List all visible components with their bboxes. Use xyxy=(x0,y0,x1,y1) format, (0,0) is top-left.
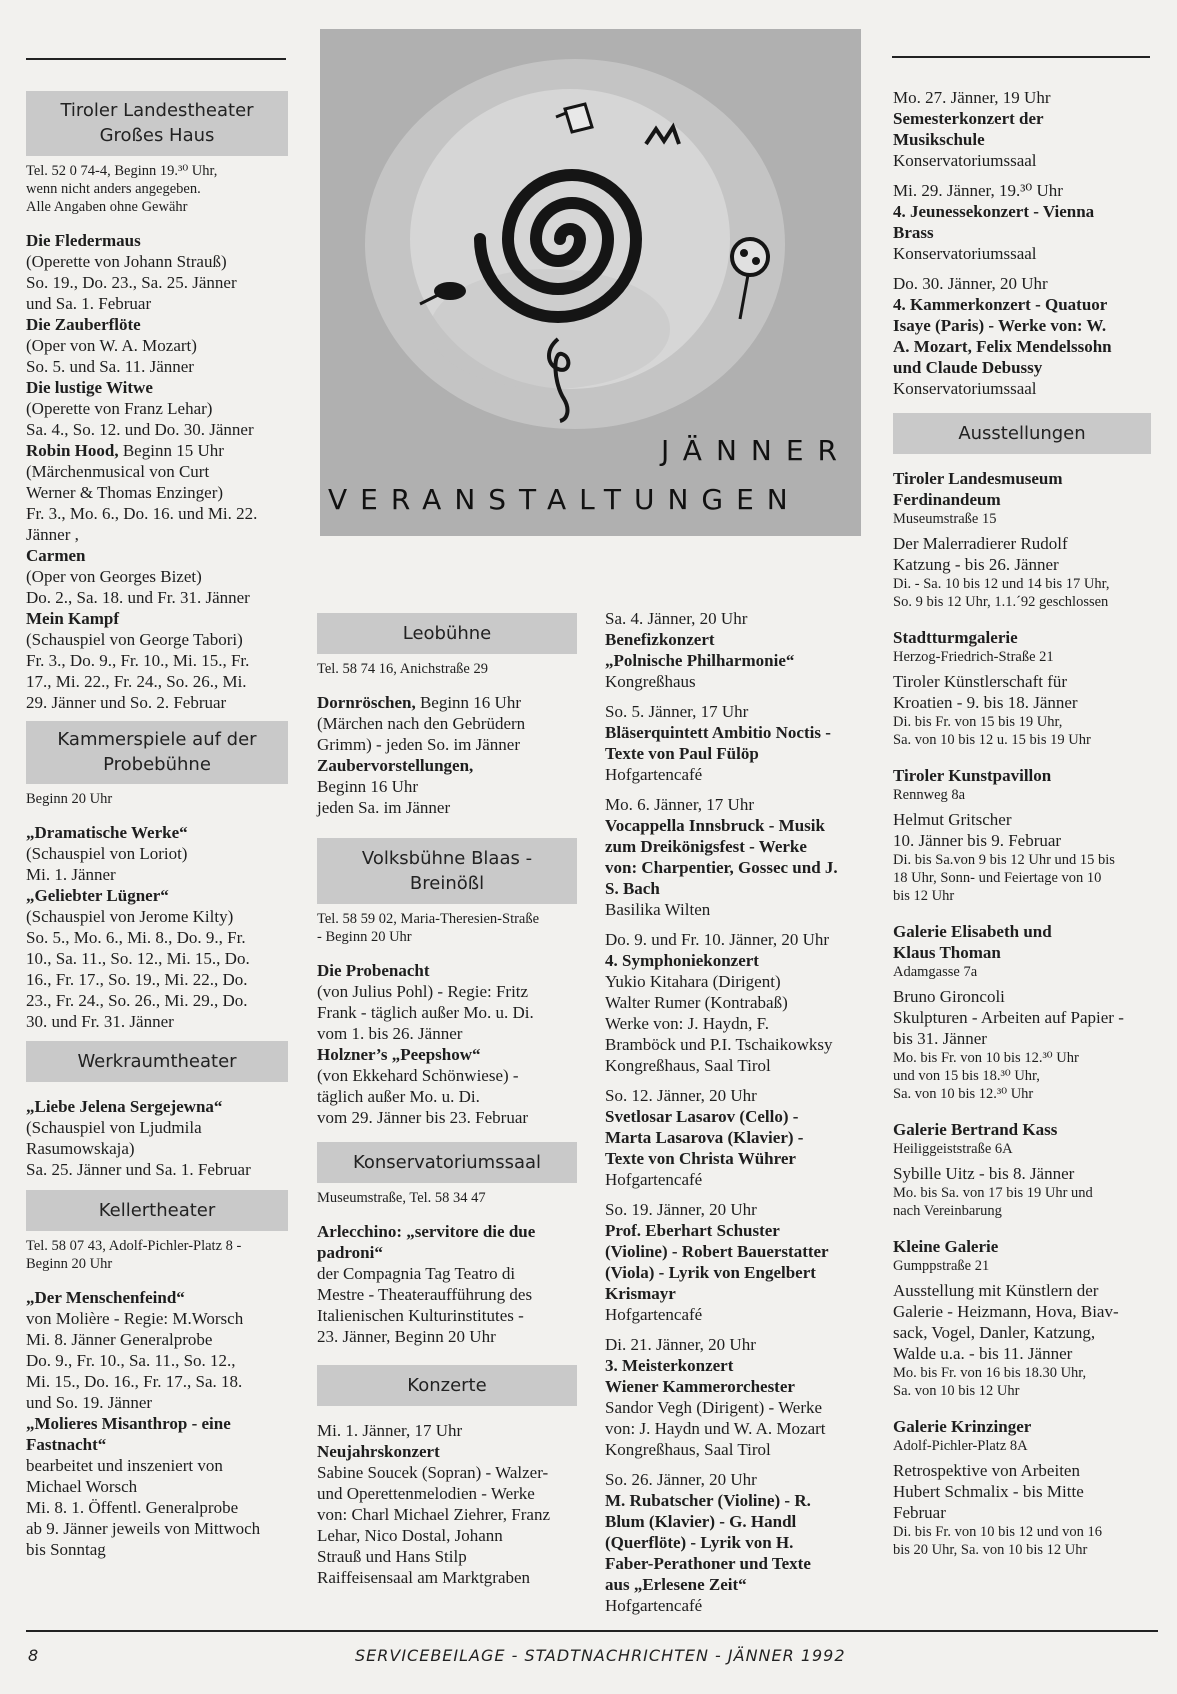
event-entry xyxy=(26,1096,288,1180)
info-line: Tel. 58 74 16, Anichstraße 29 xyxy=(317,661,488,677)
top-rule-left xyxy=(26,58,286,60)
event-title xyxy=(26,1287,288,1308)
concert-title: 4. Kammerkonzert - Quatuor xyxy=(893,295,1108,314)
exhibit-line: Tiroler Künstlerschaft für xyxy=(893,672,1068,691)
exhibit-hours: Mo. bis Sa. von 17 bis 19 Uhr und xyxy=(893,1185,1093,1201)
exhibit-entry xyxy=(893,921,1151,1103)
concert-line: Konservatoriumssaal xyxy=(893,244,1037,263)
event-title xyxy=(317,1221,577,1242)
event-line: So. 5., Mo. 6., Mi. 8., Do. 9., Fr. xyxy=(26,928,246,947)
concert-title: (Querflöte) - Lyrik von H. xyxy=(605,1533,794,1552)
column-3 xyxy=(605,608,873,1616)
event-title-text: Die Zauberflöte xyxy=(26,315,141,334)
concert-title: Musikschule xyxy=(893,130,985,149)
concert-line: Konservatoriumssaal xyxy=(893,151,1037,170)
concert-line: Kongreßhaus xyxy=(605,672,696,691)
event-entry xyxy=(26,1413,288,1560)
event-entry xyxy=(26,545,288,608)
concert-date: So. 12. Jänner, 20 Uhr xyxy=(605,1086,757,1105)
info-line: Tel. 58 07 43, Adolf-Pichler-Platz 8 - xyxy=(26,1238,242,1254)
concert-date: So. 19. Jänner, 20 Uhr xyxy=(605,1200,757,1219)
concert-line: Hofgartencafé xyxy=(605,1170,703,1189)
exhibit-hours: Mo. bis Fr. von 16 bis 18.30 Uhr, xyxy=(893,1365,1087,1381)
event-entry xyxy=(26,314,288,377)
exhibit-line: Ausstellung mit Künstlern der xyxy=(893,1281,1099,1300)
concert-title: Faber-Perathoner und Texte xyxy=(605,1554,811,1573)
event-title-text: „Dramatische Werke“ xyxy=(26,823,188,842)
concert-title: Svetlosar Lasarov (Cello) - xyxy=(605,1107,799,1126)
concert-title: 3. Meisterkonzert xyxy=(605,1356,734,1375)
event-line: Grimm) - jeden So. im Jänner xyxy=(317,735,521,754)
event-line: (Operette von Franz Lehar) xyxy=(26,399,213,418)
concert-title: Bläserquintett Ambitio Noctis - xyxy=(605,723,831,742)
event-line: 23. Jänner, Beginn 20 Uhr xyxy=(317,1327,496,1346)
event-title-text: Die Fledermaus xyxy=(26,231,141,250)
event-title-text: Dornröschen, xyxy=(317,693,416,712)
exhibit-address: Adamgasse 7a xyxy=(893,964,978,980)
concert-title: Marta Lasarova (Klavier) - xyxy=(605,1128,804,1147)
section-heading: Volksbühne Blaas - Breinößl xyxy=(317,838,577,904)
event-line: vom 1. bis 26. Jänner xyxy=(317,1024,463,1043)
event-line: und So. 19. Jänner xyxy=(26,1393,153,1412)
concert-date: Di. 21. Jänner, 20 Uhr xyxy=(605,1335,756,1354)
event-title xyxy=(26,1413,288,1434)
exhibit-hours: Sa. von 10 bis 12 u. 15 bis 19 Uhr xyxy=(893,732,1091,748)
event-entry xyxy=(26,1287,288,1413)
event-title xyxy=(317,692,577,713)
concert-line: Kongreßhaus, Saal Tirol xyxy=(605,1056,771,1075)
column-4 xyxy=(893,87,1151,1559)
event-title-text: Die lustige Witwe xyxy=(26,378,153,397)
exhibit-entry xyxy=(893,627,1151,749)
event-entry xyxy=(26,608,288,713)
concert-entry xyxy=(605,1085,873,1190)
concert-entry xyxy=(605,608,873,692)
exhibit-line: Bruno Gironcoli xyxy=(893,987,1005,1006)
event-line: bearbeitet und inszeniert von xyxy=(26,1456,223,1475)
section-heading: Kammerspiele auf der Probebühne xyxy=(26,721,288,784)
column-1 xyxy=(26,91,288,1560)
concert-title: Texte von Paul Fülöp xyxy=(605,744,759,763)
exhibit-address: Rennweg 8a xyxy=(893,787,966,803)
exhibit-hours: nach Vereinbarung xyxy=(893,1203,1002,1219)
exhibit-line: Retrospektive von Arbeiten xyxy=(893,1461,1080,1480)
event-line: täglich außer Mo. u. Di. xyxy=(317,1087,480,1106)
exhibit-line: Der Malerradierer Rudolf xyxy=(893,534,1068,553)
concert-line: Walter Rumer (Kontrabaß) xyxy=(605,993,788,1012)
exhibit-name: Stadtturmgalerie xyxy=(893,628,1018,647)
exhibit-address: Gumppstraße 21 xyxy=(893,1258,990,1274)
concert-date: Do. 30. Jänner, 20 Uhr xyxy=(893,274,1048,293)
exhibit-address: Herzog-Friedrich-Straße 21 xyxy=(893,649,1054,665)
concert-date: So. 26. Jänner, 20 Uhr xyxy=(605,1470,757,1489)
event-line: 23., Fr. 24., So. 26., Mi. 29., Do. xyxy=(26,991,248,1010)
exhibit-name: Galerie Bertrand Kass xyxy=(893,1120,1058,1139)
concert-line: Yukio Kitahara (Dirigent) xyxy=(605,972,781,991)
event-line: Mi. 8. Jänner Generalprobe xyxy=(26,1330,213,1349)
event-title-text: „Der Menschenfeind“ xyxy=(26,1288,185,1307)
event-line: ab 9. Jänner jeweils von Mittwoch xyxy=(26,1519,261,1538)
concert-title: Brass xyxy=(893,223,934,242)
concert-date: So. 5. Jänner, 17 Uhr xyxy=(605,702,749,721)
event-title-cont: padroni“ xyxy=(317,1243,383,1262)
concert-line: Sandor Vegh (Dirigent) - Werke xyxy=(605,1398,823,1417)
event-title-text: „Liebe Jelena Sergejewna“ xyxy=(26,1097,223,1116)
event-line: (Schauspiel von Jerome Kilty) xyxy=(26,907,234,926)
event-line: und Sa. 1. Februar xyxy=(26,294,152,313)
event-entry xyxy=(317,1044,577,1128)
concert-title: Vocappella Innsbruck - Musik xyxy=(605,816,825,835)
exhibit-hours: Mo. bis Fr. von 10 bis 12.³⁰ Uhr xyxy=(893,1050,1079,1066)
concert-date: Do. 9. und Fr. 10. Jänner, 20 Uhr xyxy=(605,930,830,949)
event-entry xyxy=(26,230,288,314)
concert-date: Mo. 6. Jänner, 17 Uhr xyxy=(605,795,754,814)
section-heading: Leobühne xyxy=(317,613,577,654)
poster-title-line2: VERANSTALTUNGEN xyxy=(328,483,801,516)
info-line: Beginn 20 Uhr xyxy=(26,1256,113,1272)
poster-artwork xyxy=(320,29,861,536)
event-title-text: „Geliebter Lügner“ xyxy=(26,886,169,905)
concert-date: Sa. 4. Jänner, 20 Uhr xyxy=(605,609,748,628)
concert-entry xyxy=(605,701,873,785)
concert-date: Mi. 1. Jänner, 17 Uhr xyxy=(317,1421,463,1440)
exhibit-hours: Di. bis Sa.von 9 bis 12 Uhr und 15 bis xyxy=(893,852,1115,868)
event-entry xyxy=(317,960,577,1044)
info-line: - Beginn 20 Uhr xyxy=(317,929,412,945)
exhibit-hours: Di. bis Fr. von 15 bis 19 Uhr, xyxy=(893,714,1063,730)
event-title xyxy=(317,755,577,776)
concert-entry xyxy=(605,929,873,1076)
event-title xyxy=(26,377,288,398)
exhibit-entry xyxy=(893,1236,1151,1400)
event-line: (Märchenmusical von Curt xyxy=(26,462,210,481)
concert-line: Hofgartencafé xyxy=(605,1305,703,1324)
concert-title: zum Dreikönigsfest - Werke xyxy=(605,837,807,856)
exhibit-hours: Di. - Sa. 10 bis 12 und 14 bis 17 Uhr, xyxy=(893,576,1110,592)
concert-title: 4. Jeunessekonzert - Vienna xyxy=(893,202,1095,221)
event-line: Mi. 1. Jänner xyxy=(26,865,116,884)
event-line: Beginn 16 Uhr xyxy=(317,777,419,796)
section-heading: Werkraumtheater xyxy=(26,1041,288,1082)
event-title-text: Mein Kampf xyxy=(26,609,120,628)
exhibit-address: Museumstraße 15 xyxy=(893,511,997,527)
event-line: (von Ekkehard Schönwiese) - xyxy=(317,1066,519,1085)
concert-title: Prof. Eberhart Schuster xyxy=(605,1221,780,1240)
exhibit-hours: Sa. von 10 bis 12 Uhr xyxy=(893,1383,1020,1399)
event-title xyxy=(317,1044,577,1065)
info-line: Tel. 58 59 02, Maria-Theresien-Straße xyxy=(317,911,540,927)
exhibit-name: Kleine Galerie xyxy=(893,1237,999,1256)
exhibit-line: Sybille Uitz - bis 8. Jänner xyxy=(893,1164,1075,1183)
exhibit-name: Galerie Krinzinger xyxy=(893,1417,1032,1436)
exhibit-line: sack, Vogel, Danler, Katzung, xyxy=(893,1323,1096,1342)
concert-title: von: Charpentier, Gossec und J. xyxy=(605,858,838,877)
event-title-text: Die Probenacht xyxy=(317,961,430,980)
exhibit-name: Klaus Thoman xyxy=(893,943,1001,962)
event-title xyxy=(26,608,288,629)
concert-line: Hofgartencafé xyxy=(605,1596,703,1615)
event-entry xyxy=(26,885,288,1032)
event-line: (von Julius Pohl) - Regie: Fritz xyxy=(317,982,529,1001)
concert-entry xyxy=(893,87,1151,171)
concert-title: Neujahrskonzert xyxy=(317,1442,440,1461)
event-title-text: Zaubervorstellungen, xyxy=(317,756,474,775)
concert-entry xyxy=(605,794,873,920)
exhibit-line: Walde u.a. - bis 11. Jänner xyxy=(893,1344,1073,1363)
exhibit-line: Katzung - bis 26. Jänner xyxy=(893,555,1059,574)
concert-title: A. Mozart, Felix Mendelssohn xyxy=(893,337,1112,356)
footer-rule xyxy=(26,1630,1158,1632)
exhibit-line: Februar xyxy=(893,1503,946,1522)
event-line: von Molière - Regie: M.Worsch xyxy=(26,1309,244,1328)
event-line: vom 29. Jänner bis 23. Februar xyxy=(317,1108,529,1127)
concert-title: Blum (Klavier) - G. Handl xyxy=(605,1512,797,1531)
concert-entry xyxy=(605,1199,873,1325)
concert-line: Konservatoriumssaal xyxy=(893,379,1037,398)
event-line: 29. Jänner und So. 2. Februar xyxy=(26,693,227,712)
event-line: So. 5. und Sa. 11. Jänner xyxy=(26,357,194,376)
event-title xyxy=(26,545,288,566)
event-title xyxy=(26,230,288,251)
concert-line: Raiffeisensaal am Marktgraben xyxy=(317,1568,531,1587)
event-line: Do. 9., Fr. 10., Sa. 11., So. 12., xyxy=(26,1351,236,1370)
event-title-text: „Molieres Misanthrop - eine xyxy=(26,1414,231,1433)
event-line: (Schauspiel von Loriot) xyxy=(26,844,188,863)
concert-date: Mo. 27. Jänner, 19 Uhr xyxy=(893,88,1051,107)
event-line: bis Sonntag xyxy=(26,1540,106,1559)
exhibit-line: Skulpturen - Arbeiten auf Papier - xyxy=(893,1008,1124,1027)
event-line: 10., Sa. 11., So. 12., Mi. 15., Do. xyxy=(26,949,250,968)
event-title-text: Carmen xyxy=(26,546,86,565)
event-line: Fr. 3., Do. 9., Fr. 10., Mi. 15., Fr. xyxy=(26,651,250,670)
event-title-time: Beginn 16 Uhr xyxy=(415,693,521,712)
event-line: Italienischen Kulturinstitutes - xyxy=(317,1306,524,1325)
exhibit-hours: So. 9 bis 12 Uhr, 1.1.´92 geschlossen xyxy=(893,594,1109,610)
event-line: Frank - täglich außer Mo. u. Di. xyxy=(317,1003,534,1022)
event-line: Mestre - Theateraufführung des xyxy=(317,1285,533,1304)
event-line: Mi. 8. 1. Öffentl. Generalprobe xyxy=(26,1498,239,1517)
event-entry xyxy=(26,440,288,545)
section-heading: Tiroler Landestheater Großes Haus xyxy=(26,91,288,156)
concert-title: aus „Erlesene Zeit“ xyxy=(605,1575,747,1594)
event-line: Rasumowskaja) xyxy=(26,1139,135,1158)
concert-title: Wiener Kammerorchester xyxy=(605,1377,795,1396)
event-entry xyxy=(26,377,288,440)
event-line: (Märchen nach den Gebrüdern xyxy=(317,714,526,733)
column-2 xyxy=(317,613,577,1588)
event-title-text: Robin Hood, xyxy=(26,441,119,460)
event-line: jeden Sa. im Jänner xyxy=(317,798,451,817)
section-heading: Ausstellungen xyxy=(893,413,1151,454)
event-line: Fr. 3., Mo. 6., Do. 16. und Mi. 22. xyxy=(26,504,258,523)
info-line: Museumstraße, Tel. 58 34 47 xyxy=(317,1190,486,1206)
exhibit-address: Heiliggeiststraße 6A xyxy=(893,1141,1013,1157)
concert-title: „Polnische Philharmonie“ xyxy=(605,651,795,670)
exhibit-line: bis 31. Jänner xyxy=(893,1029,987,1048)
exhibit-name: Tiroler Kunstpavillon xyxy=(893,766,1052,785)
exhibit-entry xyxy=(893,1119,1151,1220)
event-line: Do. 2., Sa. 18. und Fr. 31. Jänner xyxy=(26,588,250,607)
concert-line: von: J. Haydn und W. A. Mozart xyxy=(605,1419,826,1438)
exhibit-line: 10. Jänner bis 9. Februar xyxy=(893,831,1062,850)
event-line: 30. und Fr. 31. Jänner xyxy=(26,1012,174,1031)
section-heading: Konservatoriumssaal xyxy=(317,1142,577,1183)
event-entry xyxy=(26,822,288,885)
concert-title: M. Rubatscher (Violine) - R. xyxy=(605,1491,811,1510)
exhibit-hours: bis 12 Uhr xyxy=(893,888,955,904)
event-line: 16., Fr. 17., So. 19., Mi. 22., Do. xyxy=(26,970,248,989)
event-title xyxy=(317,960,577,981)
exhibit-hours: und von 15 bis 18.³⁰ Uhr, xyxy=(893,1068,1040,1084)
event-line: der Compagnia Tag Teatro di xyxy=(317,1264,516,1283)
section-heading: Kellertheater xyxy=(26,1190,288,1231)
concert-line: Strauß und Hans Stilp xyxy=(317,1547,467,1566)
event-line: 17., Mi. 22., Fr. 24., So. 26., Mi. xyxy=(26,672,247,691)
concert-line: Hofgartencafé xyxy=(605,765,703,784)
concert-line: Lehar, Nico Dostal, Johann xyxy=(317,1526,503,1545)
exhibit-address: Adolf-Pichler-Platz 8A xyxy=(893,1438,1028,1454)
concert-entry xyxy=(317,1420,577,1588)
concert-title: Semesterkonzert der xyxy=(893,109,1044,128)
concert-line: und Operettenmelodien - Werke xyxy=(317,1484,535,1503)
event-line: (Oper von Georges Bizet) xyxy=(26,567,202,586)
exhibit-entry xyxy=(893,468,1151,611)
event-line: (Schauspiel von George Tabori) xyxy=(26,630,243,649)
concert-entry xyxy=(893,273,1151,399)
event-entry xyxy=(317,755,577,818)
event-line: Jänner , xyxy=(26,525,79,544)
footer-title: SERVICEBEILAGE - STADTNACHRICHTEN - JÄNNER 1992 xyxy=(355,1646,846,1665)
event-title xyxy=(26,885,288,906)
info-line: Beginn 20 Uhr xyxy=(26,791,113,807)
event-entry xyxy=(317,1221,577,1347)
event-line: (Schauspiel von Ljudmila xyxy=(26,1118,202,1137)
exhibit-hours: 18 Uhr, Sonn- und Feiertage von 10 xyxy=(893,870,1102,886)
event-line: Werner & Thomas Enzinger) xyxy=(26,483,224,502)
concert-line: Basilika Wilten xyxy=(605,900,711,919)
event-line: (Oper von W. A. Mozart) xyxy=(26,336,197,355)
event-line: Sa. 4., So. 12. und Do. 30. Jänner xyxy=(26,420,254,439)
event-title xyxy=(26,1096,288,1117)
event-line: Michael Worsch xyxy=(26,1477,138,1496)
concert-title: Isaye (Paris) - Werke von: W. xyxy=(893,316,1107,335)
concert-line: Sabine Soucek (Sopran) - Walzer- xyxy=(317,1463,549,1482)
concert-line: Werke von: J. Haydn, F. xyxy=(605,1014,769,1033)
event-line: (Operette von Johann Strauß) xyxy=(26,252,227,271)
exhibit-name: Tiroler Landesmuseum xyxy=(893,469,1063,488)
concert-title: Benefizkonzert xyxy=(605,630,715,649)
info-line: Alle Angaben ohne Gewähr xyxy=(26,199,188,215)
exhibit-hours: Di. bis Fr. von 10 bis 12 und von 16 xyxy=(893,1524,1103,1540)
exhibit-line: Galerie - Heizmann, Hova, Biav- xyxy=(893,1302,1119,1321)
event-entry xyxy=(317,692,577,755)
event-line: Mi. 15., Do. 16., Fr. 17., Sa. 18. xyxy=(26,1372,243,1391)
info-line: wenn nicht anders angegeben. xyxy=(26,181,201,197)
event-title xyxy=(26,440,288,461)
exhibit-hours: Sa. von 10 bis 12.³⁰ Uhr xyxy=(893,1086,1034,1102)
exhibit-name: Ferdinandeum xyxy=(893,490,1001,509)
event-title-time: Beginn 15 Uhr xyxy=(118,441,224,460)
exhibit-line: Helmut Gritscher xyxy=(893,810,1012,829)
concert-title: Texte von Christa Wührer xyxy=(605,1149,796,1168)
info-line: Tel. 52 0 74-4, Beginn 19.³⁰ Uhr, xyxy=(26,163,218,179)
concert-title: Krismayr xyxy=(605,1284,676,1303)
page-number: 8 xyxy=(28,1646,40,1665)
concert-entry xyxy=(893,180,1151,264)
concert-title: S. Bach xyxy=(605,879,660,898)
event-title xyxy=(26,822,288,843)
concert-title: (Viola) - Lyrik von Engelbert xyxy=(605,1263,816,1282)
exhibit-line: Hubert Schmalix - bis Mitte xyxy=(893,1482,1084,1501)
exhibit-hours: bis 20 Uhr, Sa. von 10 bis 12 Uhr xyxy=(893,1542,1088,1558)
event-title xyxy=(26,314,288,335)
concert-entry xyxy=(605,1334,873,1460)
event-title-cont: Fastnacht“ xyxy=(26,1435,107,1454)
event-title-text: Holzner’s „Peepshow“ xyxy=(317,1045,481,1064)
concert-line: Kongreßhaus, Saal Tirol xyxy=(605,1440,771,1459)
concert-line: von: Charl Michael Ziehrer, Franz xyxy=(317,1505,550,1524)
section-heading: Konzerte xyxy=(317,1365,577,1406)
concert-date: Mi. 29. Jänner, 19.³⁰ Uhr xyxy=(893,181,1063,200)
concert-title: 4. Symphoniekonzert xyxy=(605,951,759,970)
concert-entry xyxy=(605,1469,873,1616)
exhibit-entry xyxy=(893,765,1151,905)
exhibit-line: Kroatien - 9. bis 18. Jänner xyxy=(893,693,1078,712)
exhibit-entry xyxy=(893,1416,1151,1559)
concert-title: (Violine) - Robert Bauerstatter xyxy=(605,1242,829,1261)
poster-title-line1: JÄNNER xyxy=(661,434,851,467)
event-line: So. 19., Do. 23., Sa. 25. Jänner xyxy=(26,273,237,292)
event-title-text: Arlecchino: „servitore die due xyxy=(317,1222,536,1241)
concert-line: Bramböck und P.I. Tschaikowksy xyxy=(605,1035,833,1054)
top-rule-right xyxy=(892,56,1150,58)
concert-title: und Claude Debussy xyxy=(893,358,1043,377)
event-line: Sa. 25. Jänner und Sa. 1. Februar xyxy=(26,1160,251,1179)
exhibit-name: Galerie Elisabeth und xyxy=(893,922,1052,941)
